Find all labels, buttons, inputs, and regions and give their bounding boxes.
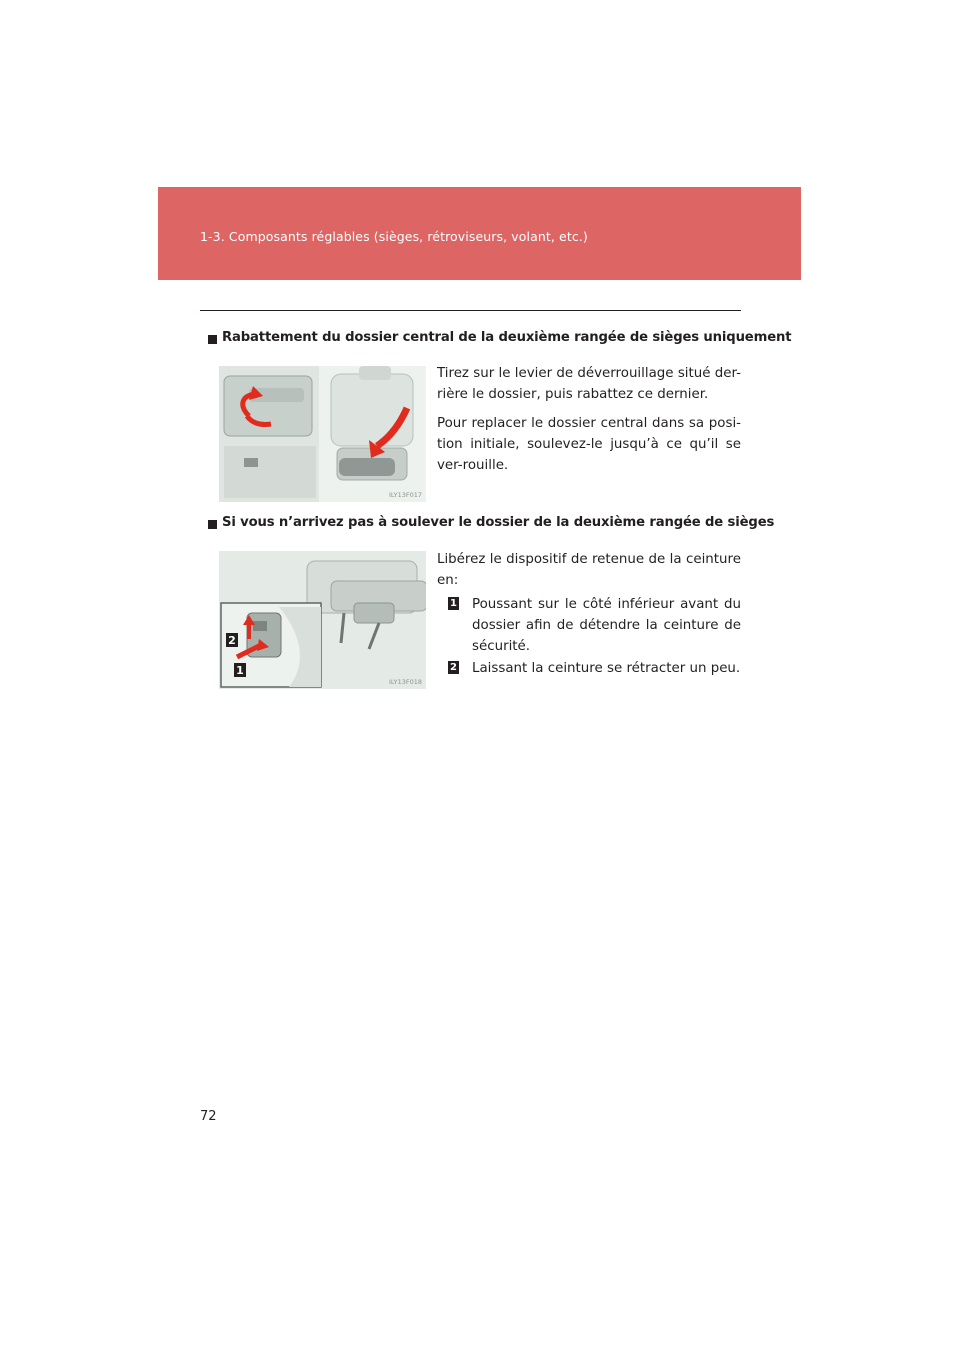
step-text: Poussant sur le côté inférieur avant du dossier afin de détendre la ceinture de sécurité.	[472, 597, 741, 654]
section-bullet-icon	[208, 520, 217, 529]
section2-title: Si vous n’arrivez pas à soulever le dossier de la deuxième rangée de sièges	[222, 515, 775, 530]
figure-fold-center-backrest	[219, 366, 426, 502]
section1-title: Rabattement du dossier central de la deuxième rangée de sièges uniquement	[222, 330, 792, 345]
section-bullet-icon	[208, 335, 217, 344]
step-item	[448, 594, 741, 657]
fold-backrest-illustration	[219, 366, 426, 502]
step-text: Laissant la ceinture se rétracter un peu.	[472, 661, 741, 676]
figure-code: ILY13F018	[388, 678, 422, 686]
figure-code: ILY13F017	[388, 491, 422, 499]
chapter-section-title: 1-3. Composants réglables (sièges, rétroviseurs, volant, etc.)	[200, 229, 588, 244]
step-number-badge: 2	[448, 661, 459, 674]
page-number: 72	[200, 1109, 217, 1124]
step-item	[448, 658, 741, 679]
callout-2: 2	[228, 634, 236, 647]
header-rule	[200, 310, 741, 311]
section1-paragraph-2: Pour replacer le dossier central dans sa posi-tion initiale, soulevez-le jusqu’à ce qu’il se ver-rouille.	[437, 416, 741, 473]
step-number-badge: 1	[448, 597, 459, 610]
section2-intro-text: Libérez le dispositif de retenue de la ceinture en:	[437, 552, 741, 588]
section1-paragraphs	[437, 363, 741, 484]
callout-1: 1	[236, 664, 244, 677]
section2-intro	[437, 549, 741, 599]
belt-release-illustration	[219, 551, 426, 689]
section1-paragraph-1: Tirez sur le levier de déverrouillage situé der-rière le dossier, puis rabattez ce dernier.	[437, 366, 741, 402]
figure-release-belt-restraint	[219, 551, 426, 689]
